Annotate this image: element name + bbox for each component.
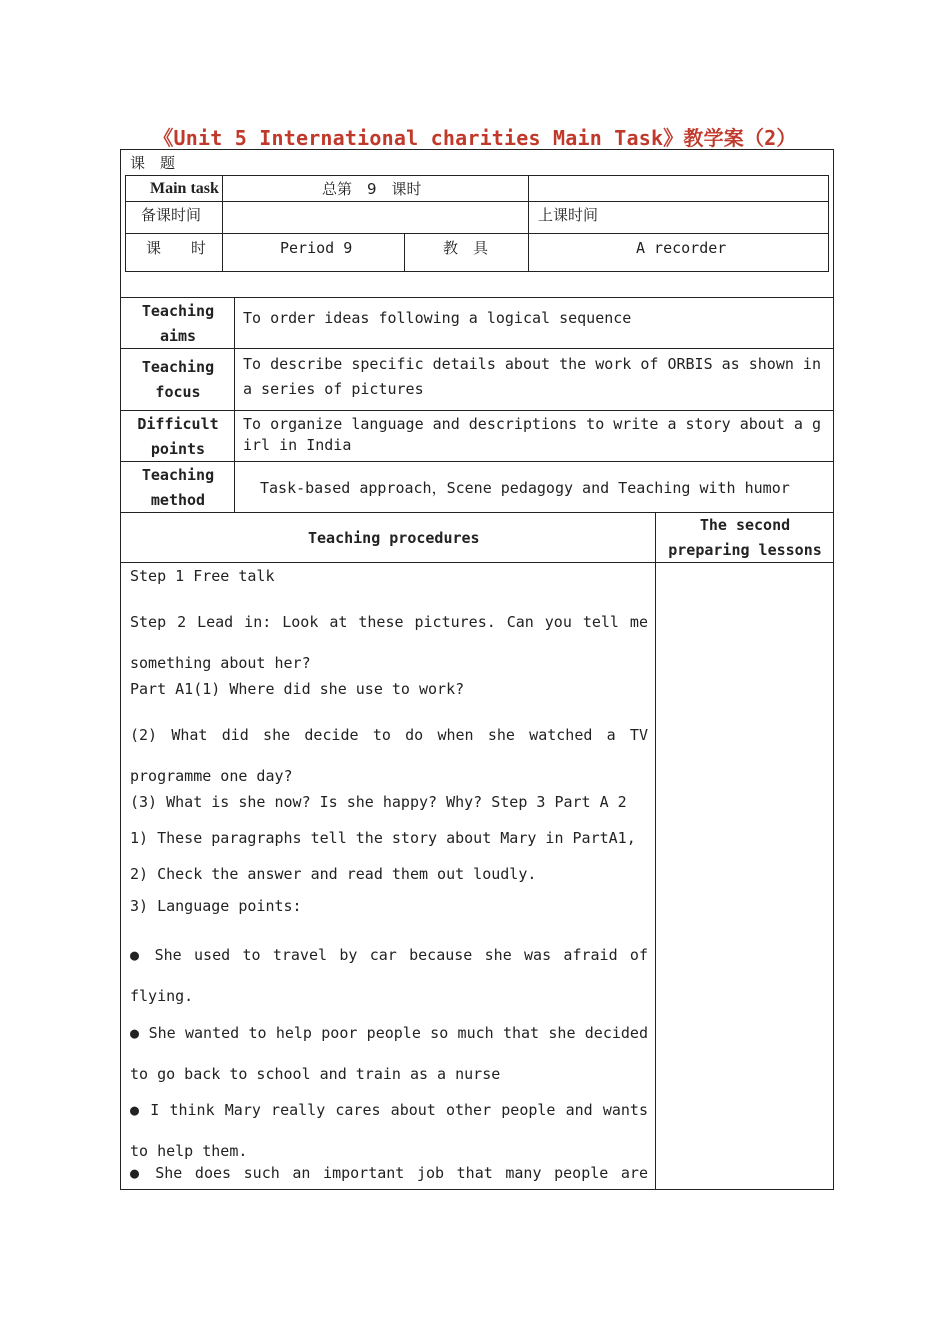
proc-language-points: 3) Language points: (130, 897, 302, 915)
topic-value: Main task (150, 180, 219, 197)
proc-step1: Step 1 Free talk (130, 567, 275, 585)
class-time-label: 上课时间 (538, 206, 599, 224)
proc-para-2: 2) Check the answer and read them out loudly. (130, 865, 537, 883)
lesson-value: Period 9 (280, 239, 353, 257)
lesson-label: 课 时 (146, 239, 207, 257)
tools-label: 教 具 (443, 239, 489, 257)
topic-label: 课 题 (130, 154, 176, 172)
teaching-method-label: Teaching method (141, 466, 215, 509)
proc-bullet-1: ● She used to travel by car because she was afraid of flying. (130, 946, 648, 1005)
difficult-points-value: To organize language and descriptions to write a story about a girl in India (243, 415, 821, 454)
tools-value: A recorder (636, 239, 727, 257)
proc-q3: (3) What is she now? Is she happy? Why? Step 3 Part A 2 (130, 793, 627, 811)
proc-q2: (2) What did she decide to do when she watched a TV programme one day? (130, 726, 648, 785)
teaching-focus-label: Teaching focus (141, 358, 215, 401)
page-title: 《Unit 5 International charities Main Task》教学案（2） (153, 126, 797, 150)
second-prep-header: The second preparing lessons (668, 516, 822, 559)
proc-para-1: 1) These paragraphs tell the story about Mary in PartA1, (130, 829, 636, 847)
proc-part-a1-q1: Part A1(1) Where did she use to work? (130, 680, 465, 698)
teaching-aims-value: To order ideas following a logical sequence (243, 309, 632, 327)
period-total: 总第 9 课时 (322, 180, 422, 198)
difficult-points-label: Difficult points (137, 415, 219, 458)
proc-step2: Step 2 Lead in: Look at these pictures. Can you tell me something about her? (130, 613, 648, 672)
proc-bullet-4: ● She does such an important job that many people are (130, 1164, 648, 1182)
teaching-aims-label: Teaching aims (141, 302, 215, 345)
teaching-method-value: Task-based approach，Scene pedagogy and Teaching with humor (260, 479, 790, 497)
teaching-focus-value: To describe specific details about the work of ORBIS as shown in a series of pictures (243, 355, 821, 398)
proc-bullet-2: ● She wanted to help poor people so much that she decided to go back to school and train as a nurse (130, 1024, 648, 1083)
proc-bullet-3: ● I think Mary really cares about other people and wants to help them. (130, 1101, 648, 1160)
prep-time-label: 备课时间 (141, 206, 202, 224)
procedures-header: Teaching procedures (308, 529, 480, 547)
